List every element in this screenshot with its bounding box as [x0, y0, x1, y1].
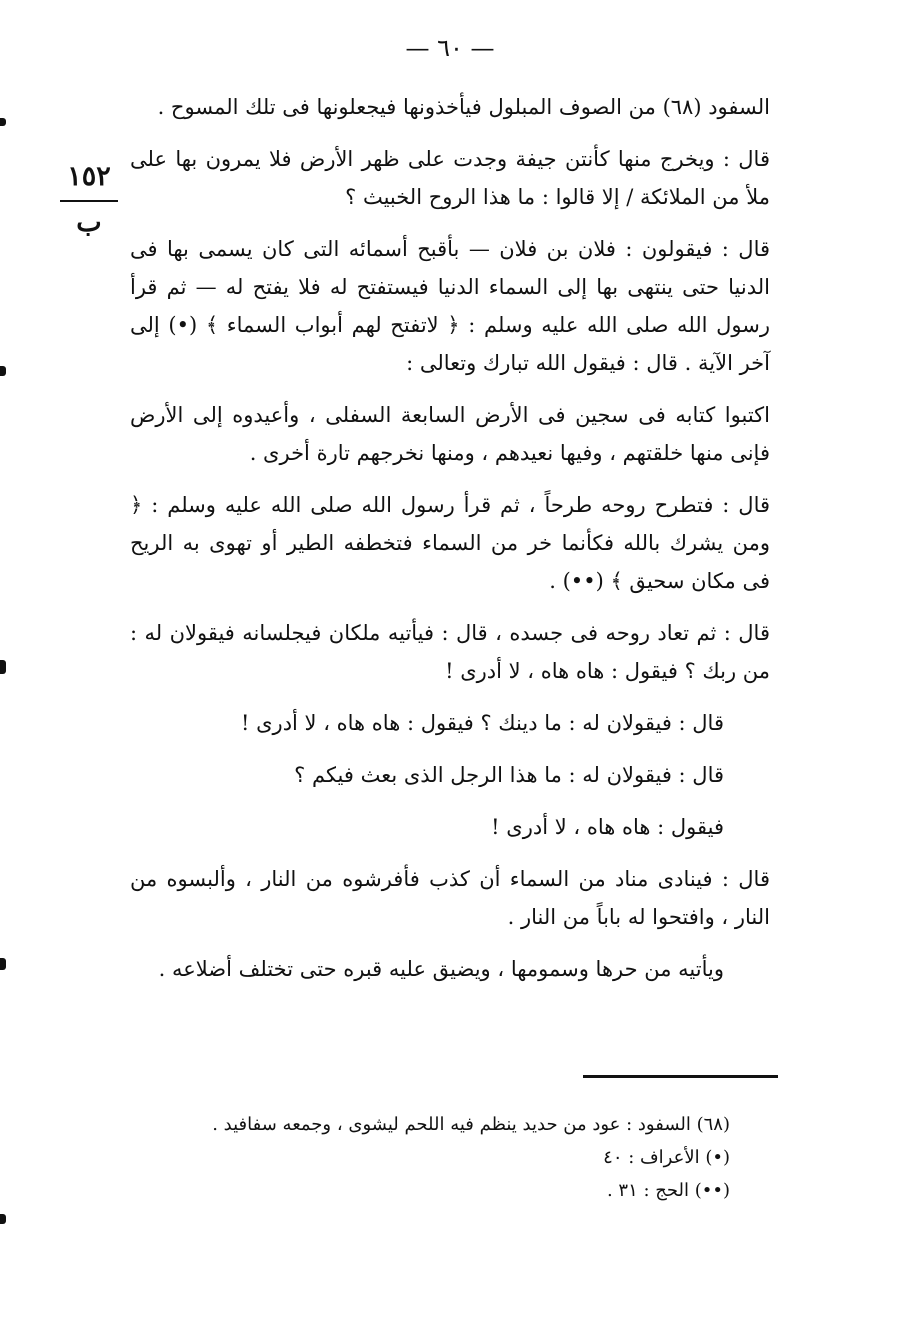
folio-side: ب	[76, 207, 102, 238]
paragraph: قال : ويخرج منها كأنتن جيفة وجدت على ظهر الأرض فلا يمرون بها على ملأ من الملائكة / إلا قالوا : ما هذا الروح الخبيث ؟	[130, 147, 770, 209]
paragraph: قال : ثم تعاد روحه فى جسده ، قال : فيأتيه ملكان فيجلسانه فيقولان له : من ربك ؟ فيقول : هاه هاه ، لا أدرى !	[130, 621, 770, 683]
footnote: (•) الأعراف : ٤٠	[603, 1147, 730, 1168]
main-text	[130, 88, 770, 1002]
folio-divider	[60, 200, 118, 202]
footnote: (••) الحج : ٣١ .	[606, 1180, 730, 1201]
paragraph: قال : فتطرح روحه طرحاً ، ثم قرأ رسول الله صلى الله عليه وسلم : ﴿ ومن يشرك بالله فكأنما خر من السماء فتخطفه الطير أو تهوى به الريح فى مكان سحيق ﴾ (••) .	[130, 493, 771, 593]
footnote-separator	[583, 1075, 778, 1078]
paragraph: قال : فيقولان له : ما دينك ؟ فيقول : هاه هاه ، لا أدرى !	[241, 711, 724, 735]
scan-edge-mark	[0, 1214, 6, 1224]
paragraph: اكتبوا كتابه فى سجين فى الأرض السابعة السفلى ، وأعيدوه إلى الأرض فإنى منها خلقتهم ، وفيها نعيدهم ، ومنها نخرجهم تارة أخرى .	[130, 403, 770, 465]
footnotes	[190, 1108, 730, 1207]
paragraph: السفود (٦٨) من الصوف المبلول فيأخذونها فيجعلونها فى تلك المسوح .	[157, 95, 770, 119]
footnote: (٦٨) السفود : عود من حديد ينظم فيه اللحم ليشوى ، وجمعه سفافيد .	[212, 1114, 730, 1135]
paragraph: قال : فيقولون : فلان بن فلان — بأقبح أسمائه التى كان يسمى بها فى الدنيا حتى ينتهى بها إلى السماء الدنيا فيستفتح له فلا يفتح له — ثم قرأ رسول الله صلى الله عليه وسلم : ﴿ لاتفتح لهم أبواب السماء ﴾ (•) إلى آخر الآية . قال : فيقول الله تبارك وتعالى :	[130, 237, 771, 375]
scan-edge-mark	[0, 958, 6, 970]
paragraph: فيقول : هاه هاه ، لا أدرى !	[491, 815, 724, 839]
page-number: — ٦٠ —	[405, 34, 495, 62]
paragraph: ويأتيه من حرها وسمومها ، ويضيق عليه قبره حتى تختلف أضلاعه .	[158, 957, 724, 981]
scan-edge-mark	[0, 366, 6, 376]
paragraph: قال : فيقولان له : ما هذا الرجل الذى بعث فيكم ؟	[294, 763, 724, 787]
scan-edge-mark	[0, 660, 6, 674]
scan-edge-mark	[0, 118, 6, 126]
paragraph: قال : فينادى مناد من السماء أن كذب فأفرشوه من النار ، وألبسوه من النار ، وافتحوا له باباً من النار .	[130, 867, 770, 929]
folio-number: ١٥٢	[67, 161, 111, 192]
manuscript-folio-marker	[56, 160, 122, 240]
